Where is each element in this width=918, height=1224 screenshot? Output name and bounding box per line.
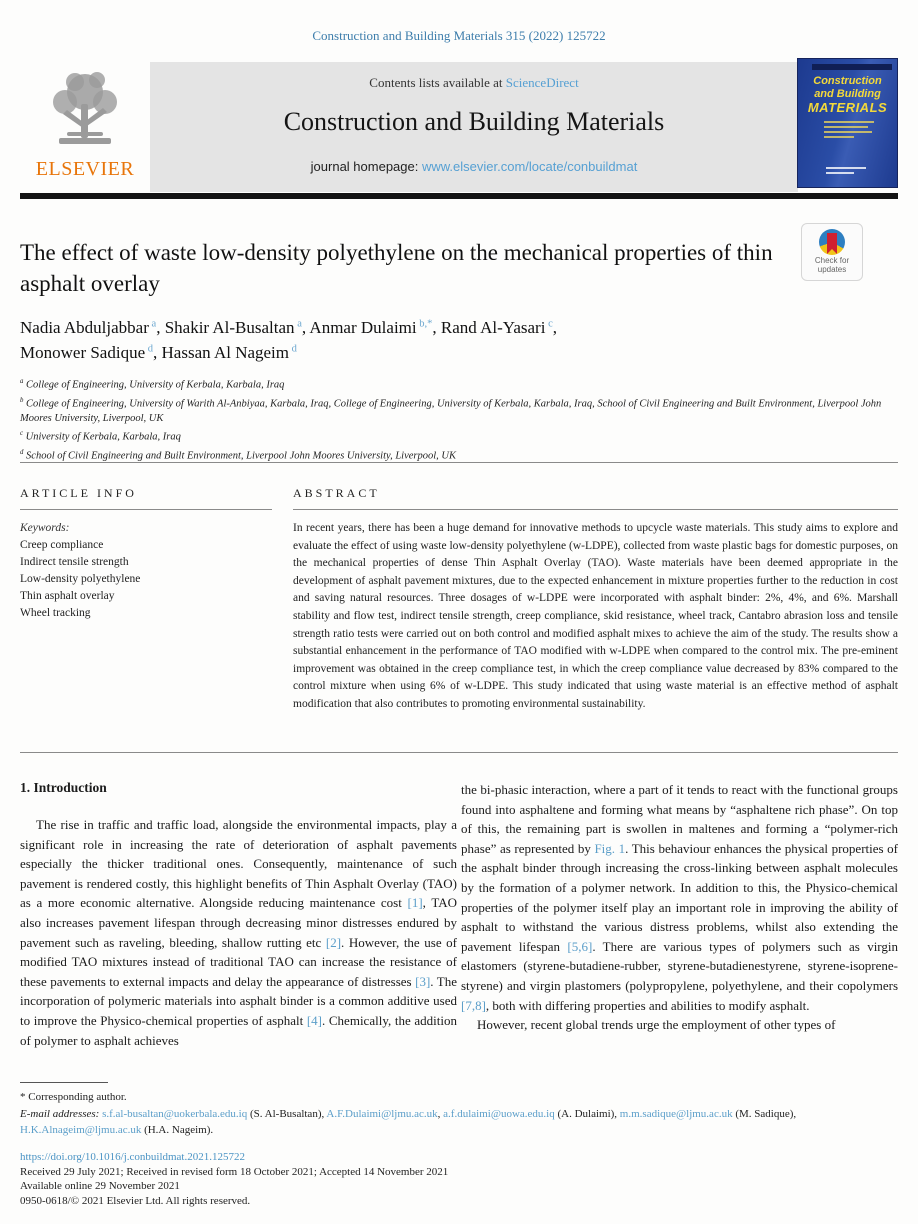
corresponding-author-note: * Corresponding author. — [20, 1091, 127, 1103]
received-dates: Received 29 July 2021; Received in revised form 18 October 2021; Accepted 14 November 2021 — [20, 1165, 449, 1178]
abstract-heading: ABSTRACT — [293, 486, 380, 500]
intro-paragraph-right: the bi-phasic interaction, where a part of it tends to react with the functional groups found into asphaltene and forming what means by “asphaltene rich phase”. On top of this, the remaining part is swollen in maltenes and forming a “polymer-rich phase” as represented by Fig. 1. This behaviour enhances the physical properties of the asphalt binder through increasing the cross-linking between asphalt molecules by the formation of a polymer network. In addition to this, the Physico-chemical properties of the polymer itself play an important role in improving the ability of asphalt to withstand the various distress problems, whilst also extending the pavement lifespan [5,6]. There are various types of polymers such as virgin elastomers (styrene-butadiene-rubber, styrene-butadienestyrene, styrene-isoprene-styrene) and virgin plastomers (polypropylene, polyethylene, and their copolymers [7,8], both with differing properties and abilities to modify asphalt. — [461, 782, 902, 1013]
intro-paragraph-right-2: However, recent global trends urge the employment of other types of — [477, 1017, 836, 1033]
affiliation-c: $^c$ University of Kerbala, Karbala, Iraq — [20, 430, 181, 443]
article-info-heading: ARTICLE INFO — [20, 486, 137, 500]
footnote-rule — [20, 1082, 108, 1083]
email-addresses: E-mail addresses: s.f.al-busaltan@uokerbala.edu.iq (S. Al-Busaltan), A.F.Dulaimi@ljmu.ac.uk, a.f.dulaimi@uowa.edu.iq (A. Dulaimi), m.m.sadique@ljmu.ac.uk (M. Sadique), H.K.Alnageim@ljmu.ac.uk (H.A. Nageim). — [20, 1108, 799, 1136]
keyword-item: Low-density polyethylene — [20, 573, 141, 585]
elsevier-tree-icon — [37, 64, 133, 160]
affiliation-a: $^a$ College of Engineering, University of Kerbala, Karbala, Iraq — [20, 378, 285, 391]
abstract-section — [293, 486, 898, 714]
article-info-rule — [20, 509, 272, 510]
keyword-item: Indirect tensile strength — [20, 556, 129, 568]
journal-banner — [150, 62, 798, 192]
homepage-line — [150, 159, 798, 174]
section-divider — [20, 462, 898, 463]
keyword-item: Creep compliance — [20, 539, 104, 551]
cover-sciencedirect-mark — [826, 167, 872, 177]
doi-link[interactable]: https://doi.org/10.1016/j.conbuildmat.2021.125722 — [20, 1151, 245, 1163]
homepage-prefix: journal homepage: — [310, 159, 422, 174]
introduction-heading: 1. Introduction — [20, 780, 107, 795]
article-title: The effect of waste low-density polyethylene on the mechanical properties of thin asphalt overlay — [20, 240, 773, 296]
journal-cover-thumbnail[interactable] — [797, 58, 898, 188]
abstract-rule — [293, 509, 898, 510]
publication-info-block — [20, 1150, 898, 1208]
body-column-left — [20, 815, 461, 1050]
header-divider-bar — [20, 193, 898, 199]
cover-title: Construction and Building MATERIALS — [807, 75, 888, 115]
body-divider — [20, 752, 898, 753]
affiliation-d: $^d$ School of Civil Engineering and Built Environment, Liverpool John Moores University, Liverpool, UK — [20, 448, 456, 461]
check-for-updates-label: Check for updates — [814, 256, 850, 274]
body-column-right — [461, 780, 902, 1035]
article-info-section — [20, 486, 272, 622]
journal-citation: Construction and Building Materials 315 (2022) 125722 — [312, 28, 606, 43]
keyword-item: Thin asphalt overlay — [20, 590, 115, 602]
journal-header — [20, 62, 898, 192]
affiliation-b: $^b$ College of Engineering, University of Warith Al-Anbiyaa, Karbala, Iraq, College of Engineering, University of Kerbala, Karbala, Iraq, School of Civil Engineering and Built Environment, Liverpool John Moores University, Liverpool, UK — [20, 396, 882, 424]
author-list: Nadia Abduljabbar $^a$, Shakir Al-Busaltan $^a$, Anmar Dulaimi $^{b,*}$, Rand Al-Yasari $^c$, Monower Sadique $^d$, Hassan Al Nageim $^d$ — [20, 318, 557, 362]
footnote-block — [20, 1089, 898, 1138]
available-online: Available online 29 November 2021 — [20, 1180, 180, 1192]
keyword-item: Wheel tracking — [20, 607, 91, 619]
elsevier-logo — [22, 64, 148, 190]
check-for-updates-icon — [819, 229, 845, 255]
check-for-updates-badge[interactable] — [801, 223, 863, 281]
keywords-label: Keywords: — [20, 522, 70, 534]
contents-prefix: Contents lists available at — [369, 75, 506, 90]
journal-title: Construction and Building Materials — [283, 107, 665, 136]
sciencedirect-link[interactable]: ScienceDirect — [505, 75, 579, 90]
homepage-url-link[interactable]: www.elsevier.com/locate/conbuildmat — [421, 159, 638, 174]
elsevier-wordmark: ELSEVIER — [35, 158, 135, 180]
cover-detail-lines — [824, 121, 876, 141]
issn-copyright: 0950-0618/© 2021 Elsevier Ltd. All rights reserved. — [20, 1194, 251, 1207]
cover-top-bar — [812, 64, 892, 70]
abstract-text: In recent years, there has been a huge demand for innovative methods to upcycle waste materials. This study aims to explore and evaluate the effect of using waste low-density polyethylene (w-LDPE), collected from waste plastic bags for domestic purposes, on the mechanical properties of dense Thin Asphalt Overlay (TAO). Waste materials have been deemed appropriate in the development of asphalt pavement mixtures, due to the expected enhancement in mixture properties further to the reduction in cost and saving natural resources. Three dosages of w-LDPE were incorporated with asphalt binder: 2%, 4%, and 6%. Marshall stability and flow test, indirect tensile strength, creep compliance, skid resistance, wheel track, Cantabro abrasion loss and tensile strength ratio tests were carried out on both control and modified asphalt mixes to achieve the aim of the study. The results show a substantial enhancement in the performance of TAO modified with w-LDPE when compared to the control mix. The pre-eminent improvement was obtained in the creep compliance test, in which the creep compliance value decreased by 83% compared to the control mixture when using 6% of w-LDPE. This study indicated that using waste material is an effective method of asphalt modification that also contributes to promoting environmental sustainability. — [293, 522, 898, 710]
contents-line — [150, 75, 798, 91]
intro-paragraph-left: The rise in traffic and traffic load, alongside the environmental impacts, play a significant role in increasing the rate of deterioration of asphalt pavements especially the thicker traditional ones. Consequently, maintenance of such pavement is rendered costly, this highlight benefits of Thin Asphalt Overlay (TAO) as a more economic alternative. Alongside reducing maintenance cost [1], TAO also increases pavement lifespan through decreasing minor distresses endured by pavement such as raveling, bleeding, shallow rutting etc [2]. However, the use of modified TAO mixtures instead of traditional TAO can increase the resistance of these pavements to external impacts and delay the appearance of distresses [3]. The incorporation of polymeric materials into asphalt binder is a common additive used to improve the Physico-chemical properties of asphalt [4]. Chemically, the addition of polymer to asphalt achieves — [20, 817, 461, 1048]
affiliation-list — [20, 374, 898, 463]
